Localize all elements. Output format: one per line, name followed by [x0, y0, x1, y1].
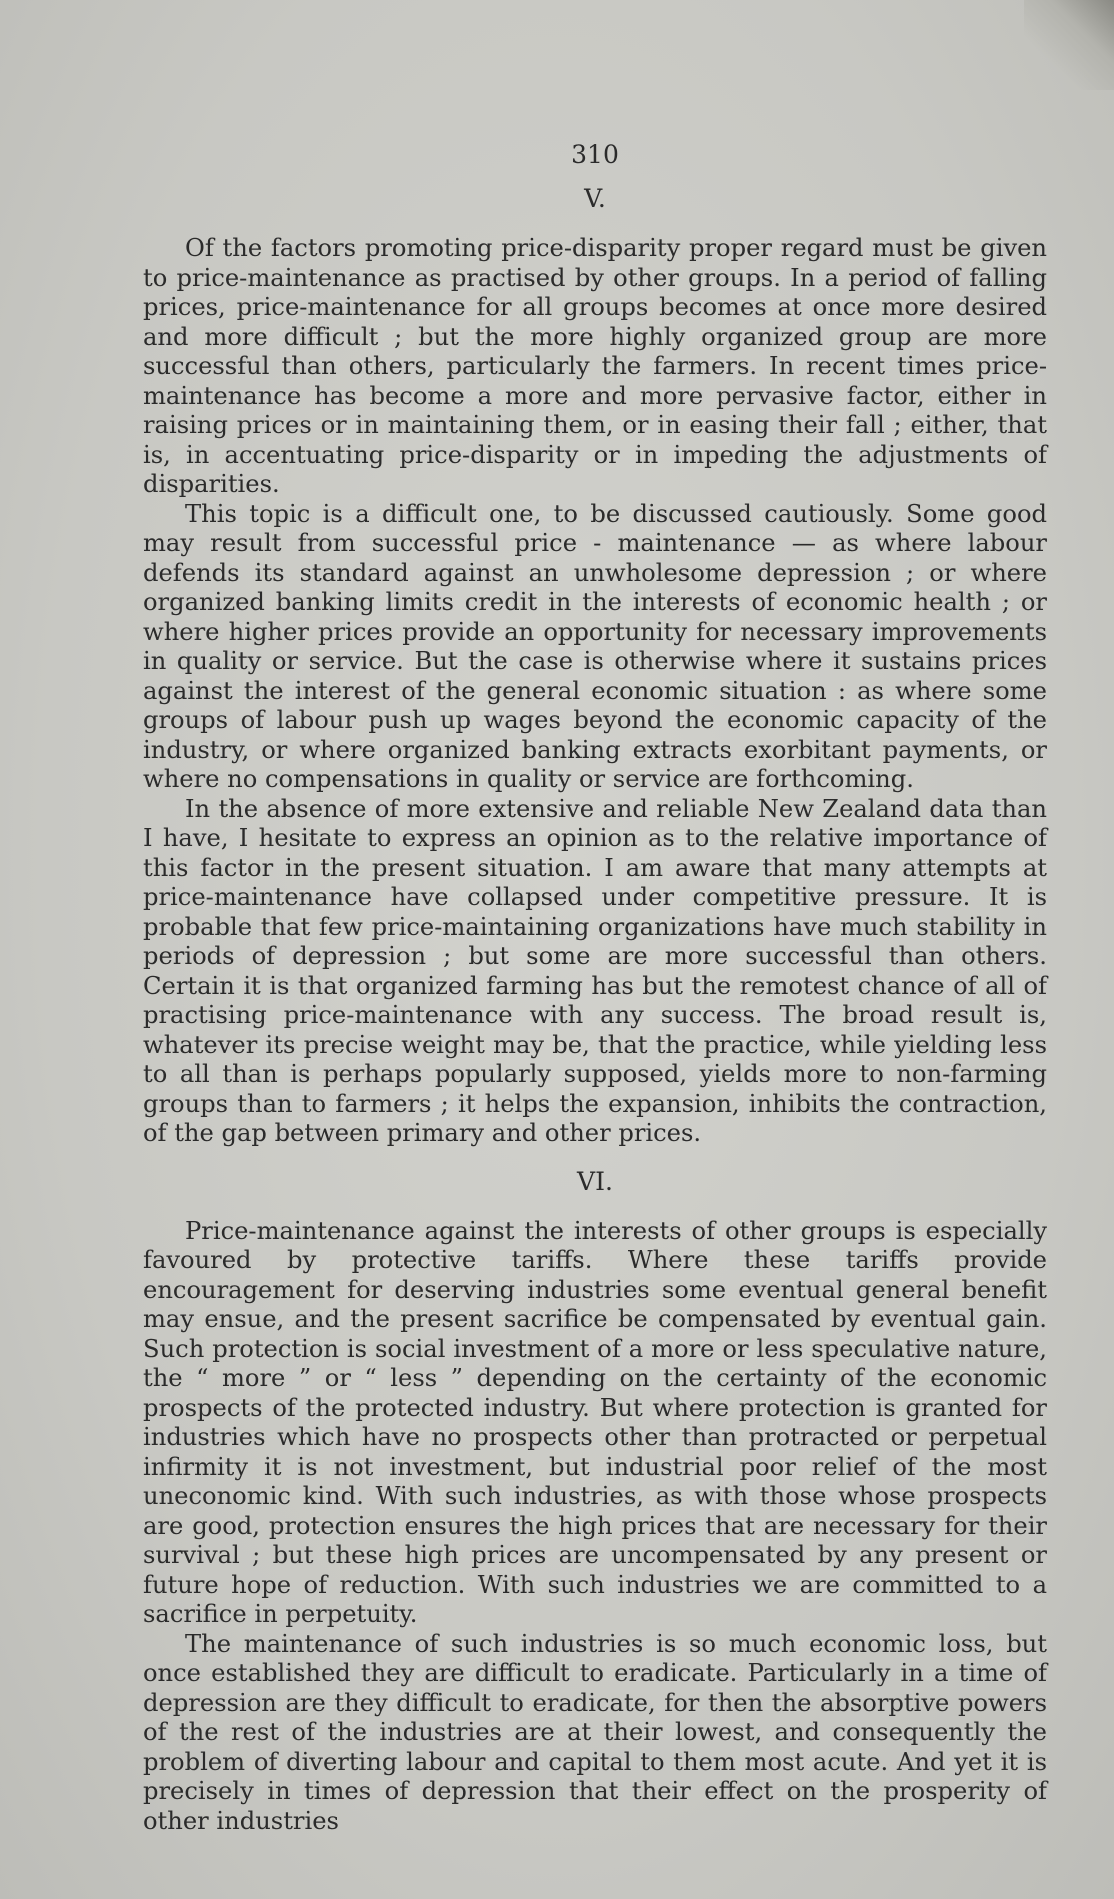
paragraph: Of the factors promoting price-disparity proper regard must be given to price-maintenance as practised by other groups. In a period of falling prices, price-maintenance for all groups becomes at once more desired and more difficult ; but the more highly organized group are more successful than others, particularly the farmers. In recent times price-maintenance has become a more and more pervasive factor, either in raising prices or in maintaining them, or in easing their fall ; either, that is, in accentuating price-disparity or in impeding the adjustments of disparities.	[143, 234, 1047, 498]
paragraph: The maintenance of such industries is so much economic loss, but once established they are difficult to eradicate. Particularly in a time of depression are they difficult to eradicate, for then the absorptive powers of the rest of the industries are at their lowest, and consequently the problem of diverting labour and capital to them most acute. And yet it is precisely in times of depression that their effect on the prosperity of other industries	[143, 1629, 1047, 1835]
document-body	[143, 140, 1047, 1836]
paragraph: In the absence of more extensive and reliable New Zealand data than I have, I hesitate to express an opinion as to the relative importance of this factor in the present situation. I am aware that many attempts at price-maintenance have collapsed under competitive pressure. It is probable that few price-maintaining organizations have much stability in periods of depression ; but some are more successful than others. Certain it is that organized farming has but the remotest chance of all of practising price-maintenance with any success. The broad result is, whatever its precise weight may be, that the practice, while yielding less to all than is perhaps popularly supposed, yields more to non-farming groups than to farmers ; it helps the expansion, inhibits the contraction, of the gap between primary and other prices.	[143, 794, 1047, 1147]
page-corner-shadow	[1024, 0, 1114, 90]
section-heading: V.	[584, 184, 606, 213]
section-v	[143, 184, 1047, 1149]
paragraph: Price-maintenance against the interests of other groups is especially favoured by protective tariffs. Where these tariffs provide encouragement for deserving industries some eventual general benefit may ensue, and the present sacrifice be compensated by eventual gain. Such protection is social investment of a more or less speculative nature, the “ more ” or “ less ” depending on the certainty of the economic prospects of the protected industry. But where protection is granted for industries which have no prospects other than protracted or perpetual infirmity it is not investment, but industrial poor relief of the most uneconomic kind. With such industries, as with those whose prospects are good, protection ensures the high prices that are necessary for their survival ; but these high prices are uncompensated by any present or future hope of reduction. With such industries we are committed to a sacrifice in perpetuity.	[143, 1216, 1047, 1628]
section-heading: VI.	[577, 1166, 613, 1196]
section-vi	[143, 1167, 1047, 1837]
page-number: 310	[571, 140, 619, 169]
paragraph: This topic is a difficult one, to be discussed cautiously. Some good may result from successful price - maintenance — as where labour defends its standard against an unwholesome depression ; or where organized banking limits credit in the interests of economic health ; or where higher prices provide an opportunity for necessary improvements in quality or service. But the case is otherwise where it sustains prices against the interest of the general economic situation : as where some groups of labour push up wages beyond the economic capacity of the industry, or where organized banking extracts exorbitant payments, or where no compensations in quality or service are forthcoming.	[143, 499, 1047, 793]
